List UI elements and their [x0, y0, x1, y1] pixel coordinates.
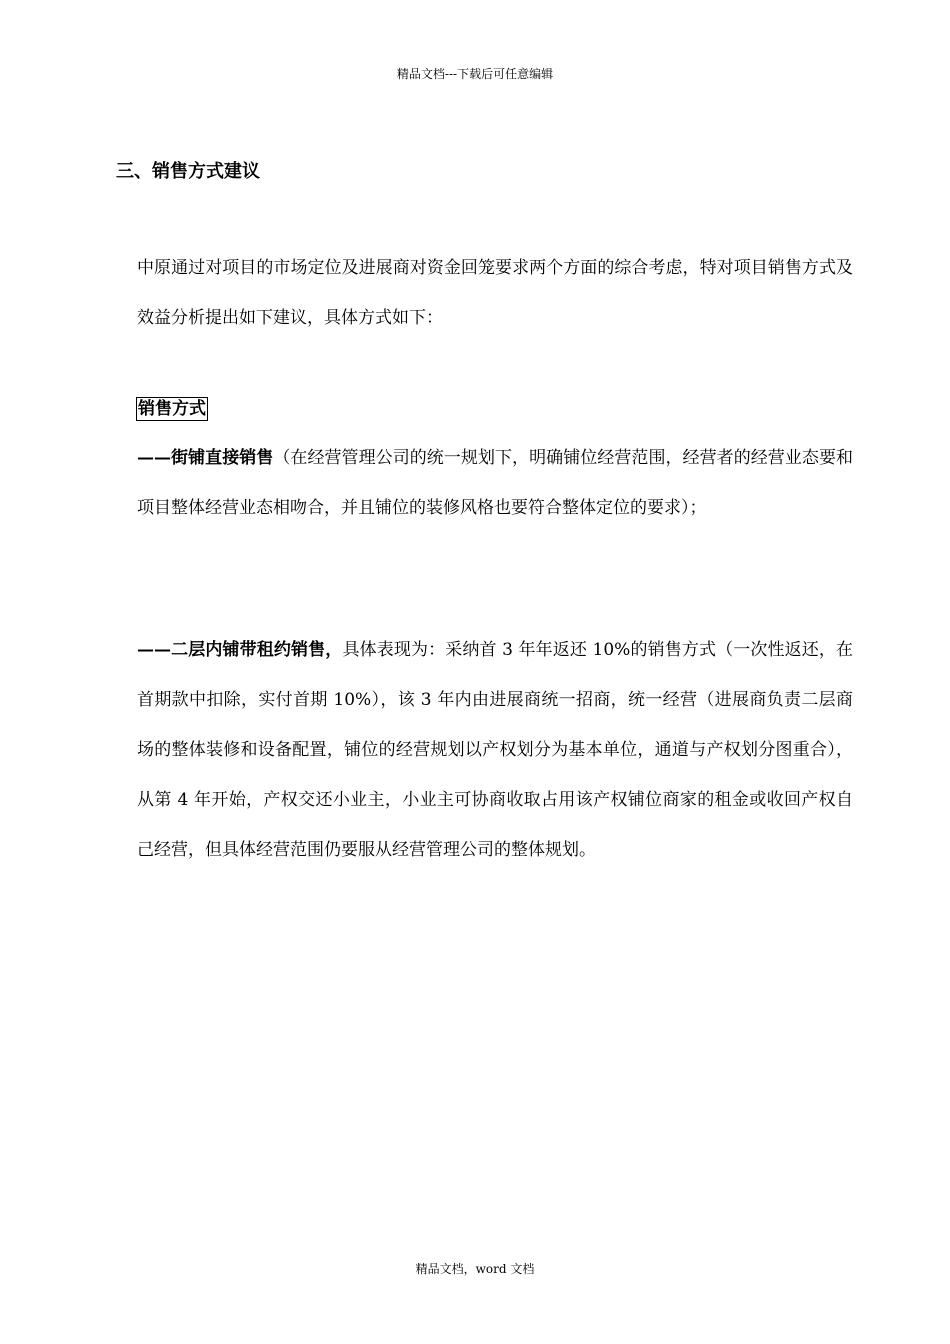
sales-method-item-title: ——街铺直接销售: [137, 448, 274, 468]
sales-method-item-title: ——二层内铺带租约销售，: [137, 640, 343, 660]
sales-method-item-second-floor: [137, 625, 853, 875]
section-heading: 三、销售方式建议: [116, 161, 260, 182]
sales-method-item-body: 具体表现为：采纳首 3 年年返还 10%的销售方式（一次性返还，在首期款中扣除，实付首期 10%），该 3 年内由进展商统一招商，统一经营（进展商负责二层商场的整体装修和设备配置，铺位的经营规划以产权划分为基本单位，通道与产权划分图重合），从第 4 年开始，产权交还小业主，小业主可协商收取占用该产权铺位商家的租金或收回产权自己经营，但具体经营范围仍要服从经营管理公司的整体规划。: [137, 640, 854, 860]
sales-method-item-street-shop: [137, 433, 853, 533]
intro-paragraph: 中原通过对项目的市场定位及进展商对资金回笼要求两个方面的综合考虑，特对项目销售方式及效益分析提出如下建议，具体方式如下：: [137, 258, 853, 328]
sales-method-item-body: （在经营管理公司的统一规划下，明确铺位经营范围，经营者的经营业态要和项目整体经营业态相吻合，并且铺位的装修风格也要符合整体定位的要求）；: [137, 448, 854, 518]
page-footer: 精品文档，word 文档: [415, 1262, 535, 1276]
sales-method-label: 销售方式: [138, 399, 206, 419]
page-header: 精品文档---下载后可任意编辑: [396, 67, 554, 81]
